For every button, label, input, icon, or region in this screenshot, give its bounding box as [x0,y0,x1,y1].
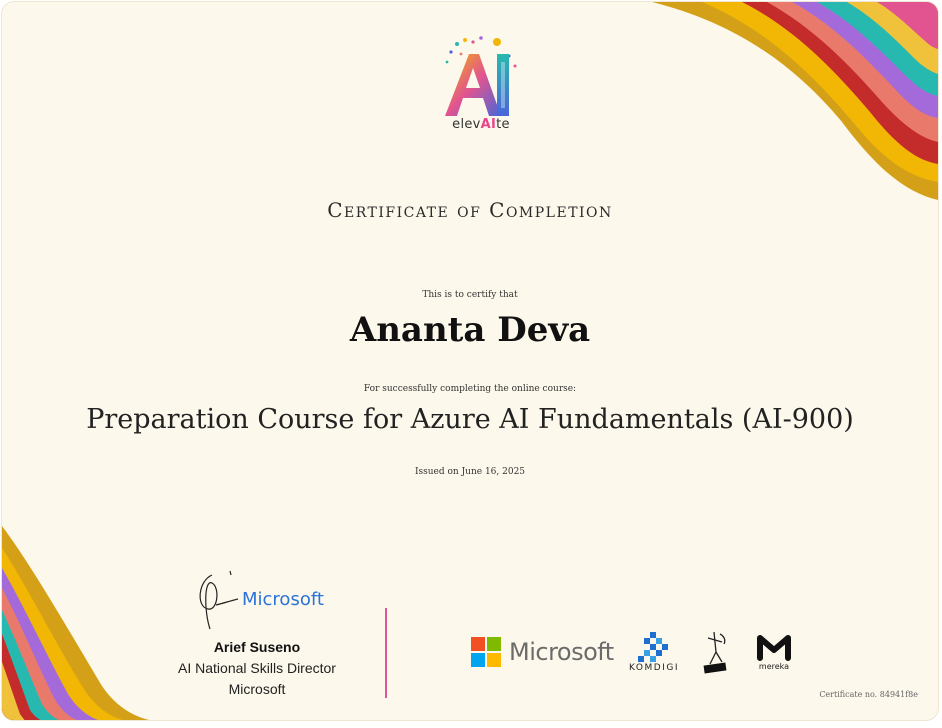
signatory-company: Microsoft [228,681,286,697]
top-right-ribbon-decoration [642,2,938,202]
microsoft-logo-icon [471,637,501,667]
recipient-name: Ananta Deva [349,310,591,350]
sketch-figure-logo-icon [698,628,734,676]
certify-line: This is to certify that [422,290,518,300]
certificate-title: Certificate of Completion [327,198,613,222]
certificate-number: Certificate no. 84941f8e [819,690,918,699]
komdigi-wordmark: KOMDIGI [629,663,679,673]
bottom-left-ribbon-decoration [2,526,172,720]
microsoft-wordmark: Microsoft [509,638,614,666]
course-name: Preparation Course for Azure AI Fundamentals (AI-900) [86,404,854,435]
certificate-card [2,2,938,720]
signatory-name: Arief Suseno [213,639,301,655]
mereka-wordmark: mereka [758,662,790,671]
course-intro: For successfully completing the online course: [363,384,577,394]
signature-divider [385,608,387,698]
elevaite-wordmark: elevAIte [452,117,510,132]
signatory-block [162,567,352,707]
signatory-role: AI National Skills Director [178,660,336,676]
signature-company: Microsoft [242,589,324,610]
issued-date: Issued on June 16, 2025 [414,467,526,477]
